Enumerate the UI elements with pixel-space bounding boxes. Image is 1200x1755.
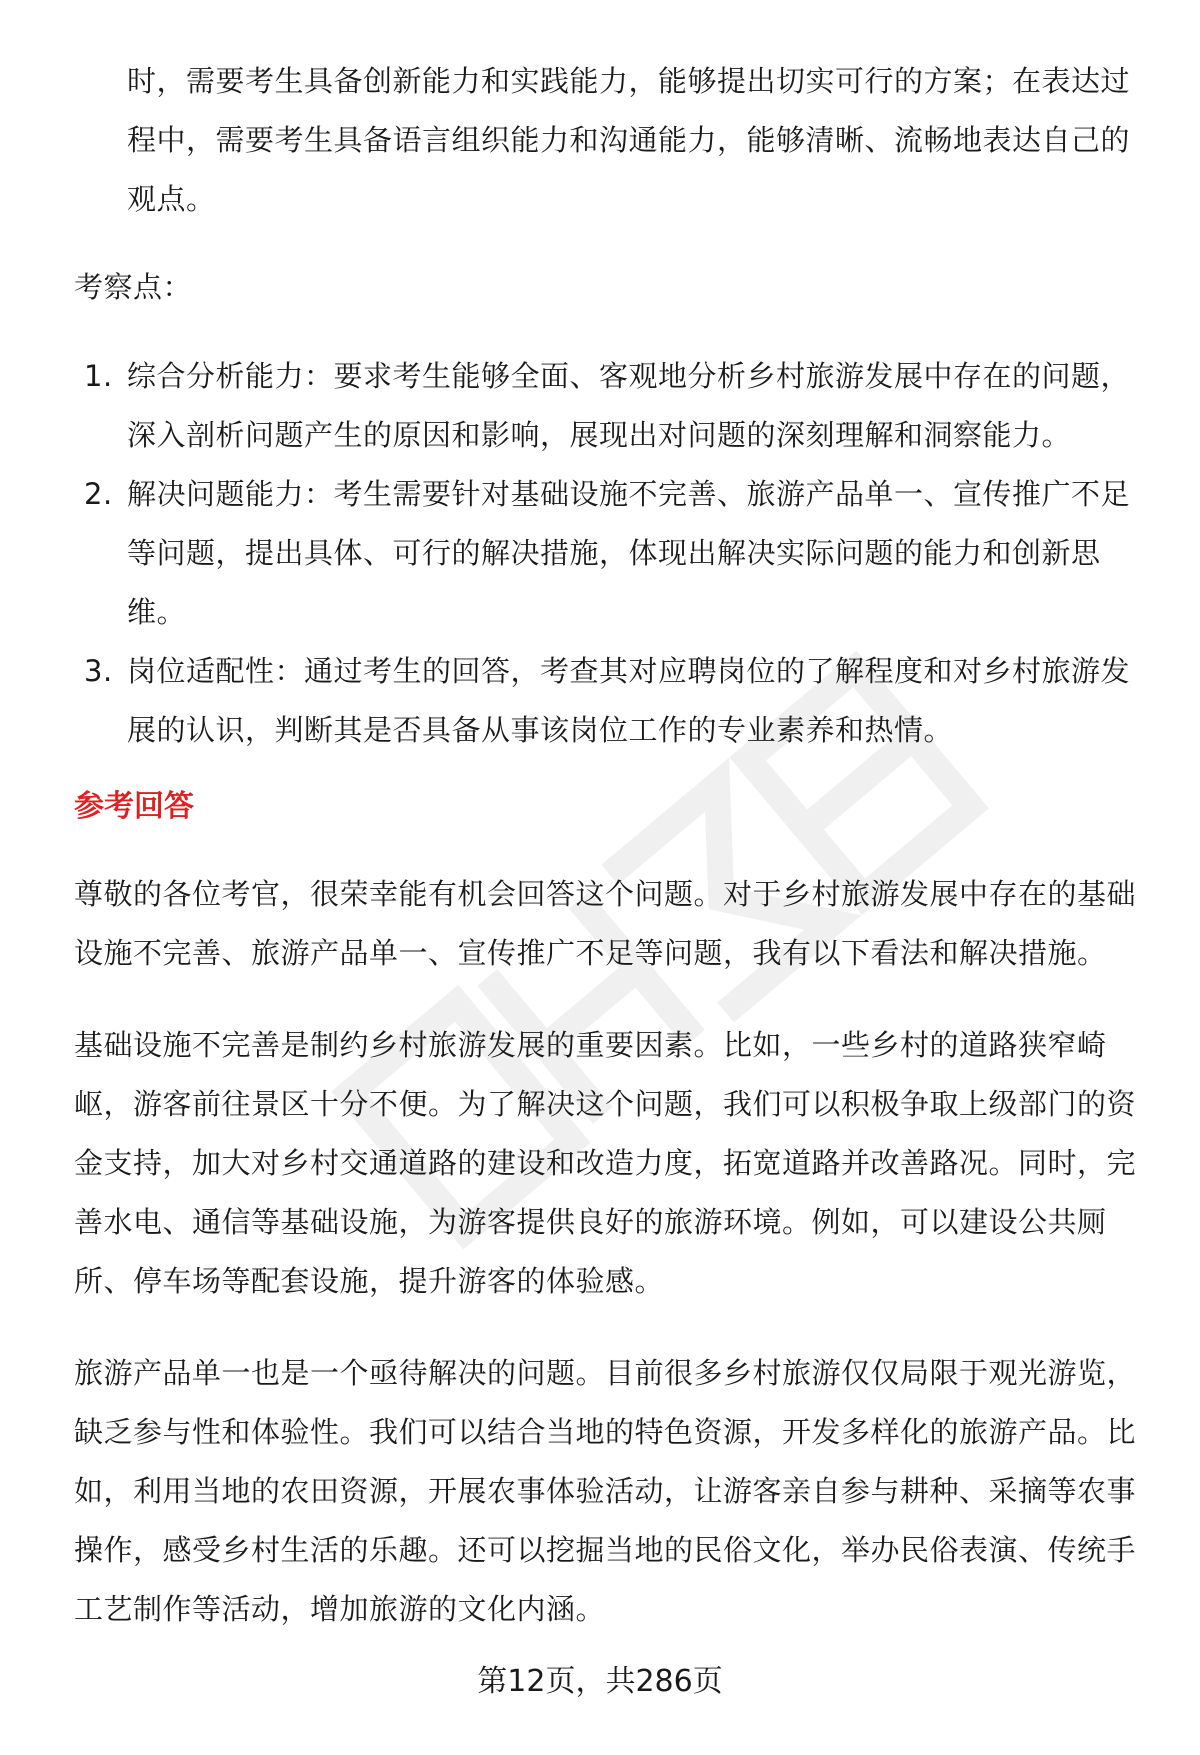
intro-paragraph: 时，需要考生具备创新能力和实践能力，能够提出切实可行的方案；在表达过程中，需要考生具备语言组织能力和沟通能力，能够清晰、流畅地表达自己的观点。 bbox=[127, 64, 1131, 216]
answer-paragraph-3: 旅游产品单一也是一个亟待解决的问题。目前很多乡村旅游仅仅局限于观光游览，缺乏参与性和体验性。我们可以结合当地的特色资源，开发多样化的旅游产品。比如，利用当地的农田资源，开展农事体验活动，让游客亲自参与耕种、采摘等农事操作，感受乡村生活的乐趣。还可以挖掘当地的民俗文化，举办民俗表演、传统手工艺制作等活动，增加旅游的文化内涵。 bbox=[74, 1356, 1137, 1626]
list-item-text: 解决问题能力：考生需要针对基础设施不完善、旅游产品单一、宣传推广不足等问题，提出具体、可行的解决措施，体现出解决实际问题的能力和创新思维。 bbox=[127, 477, 1131, 629]
exam-points-list bbox=[74, 347, 1144, 760]
list-item bbox=[74, 347, 1144, 465]
list-item-text: 综合分析能力：要求考生能够全面、客观地分析乡村旅游发展中存在的问题，深入剖析问题产生的原因和影响，展现出对问题的深刻理解和洞察能力。 bbox=[127, 359, 1131, 452]
list-item-number: 2. bbox=[84, 477, 113, 511]
answer-paragraph-2: 基础设施不完善是制约乡村旅游发展的重要因素。比如，一些乡村的道路狭窄崎岖，游客前往景区十分不便。为了解决这个问题，我们可以积极争取上级部门的资金支持，加大对乡村交通道路的建设和改造力度，拓宽道路并改善路况。同时，完善水电、通信等基础设施，为游客提供良好的旅游环境。例如，可以建设公共厕所、停车场等配套设施，提升游客的体验感。 bbox=[74, 1028, 1137, 1298]
list-item-number: 1. bbox=[84, 359, 113, 393]
exam-points-label: 考察点： bbox=[74, 270, 193, 304]
list-item-number: 3. bbox=[84, 654, 113, 688]
reference-answer-heading: 参考回答 bbox=[74, 789, 194, 824]
list-item bbox=[74, 465, 1144, 642]
page-number: 第12页，共286页 bbox=[477, 1664, 723, 1699]
answer-paragraph-1: 尊敬的各位考官，很荣幸能有机会回答这个问题。对于乡村旅游发展中存在的基础设施不完善、旅游产品单一、宣传推广不足等问题，我有以下看法和解决措施。 bbox=[74, 877, 1137, 970]
list-item-text: 岗位适配性：通过考生的回答，考查其对应聘岗位的了解程度和对乡村旅游发展的认识，判断其是否具备从事该岗位工作的专业素养和热情。 bbox=[127, 654, 1131, 747]
list-item bbox=[74, 642, 1144, 760]
